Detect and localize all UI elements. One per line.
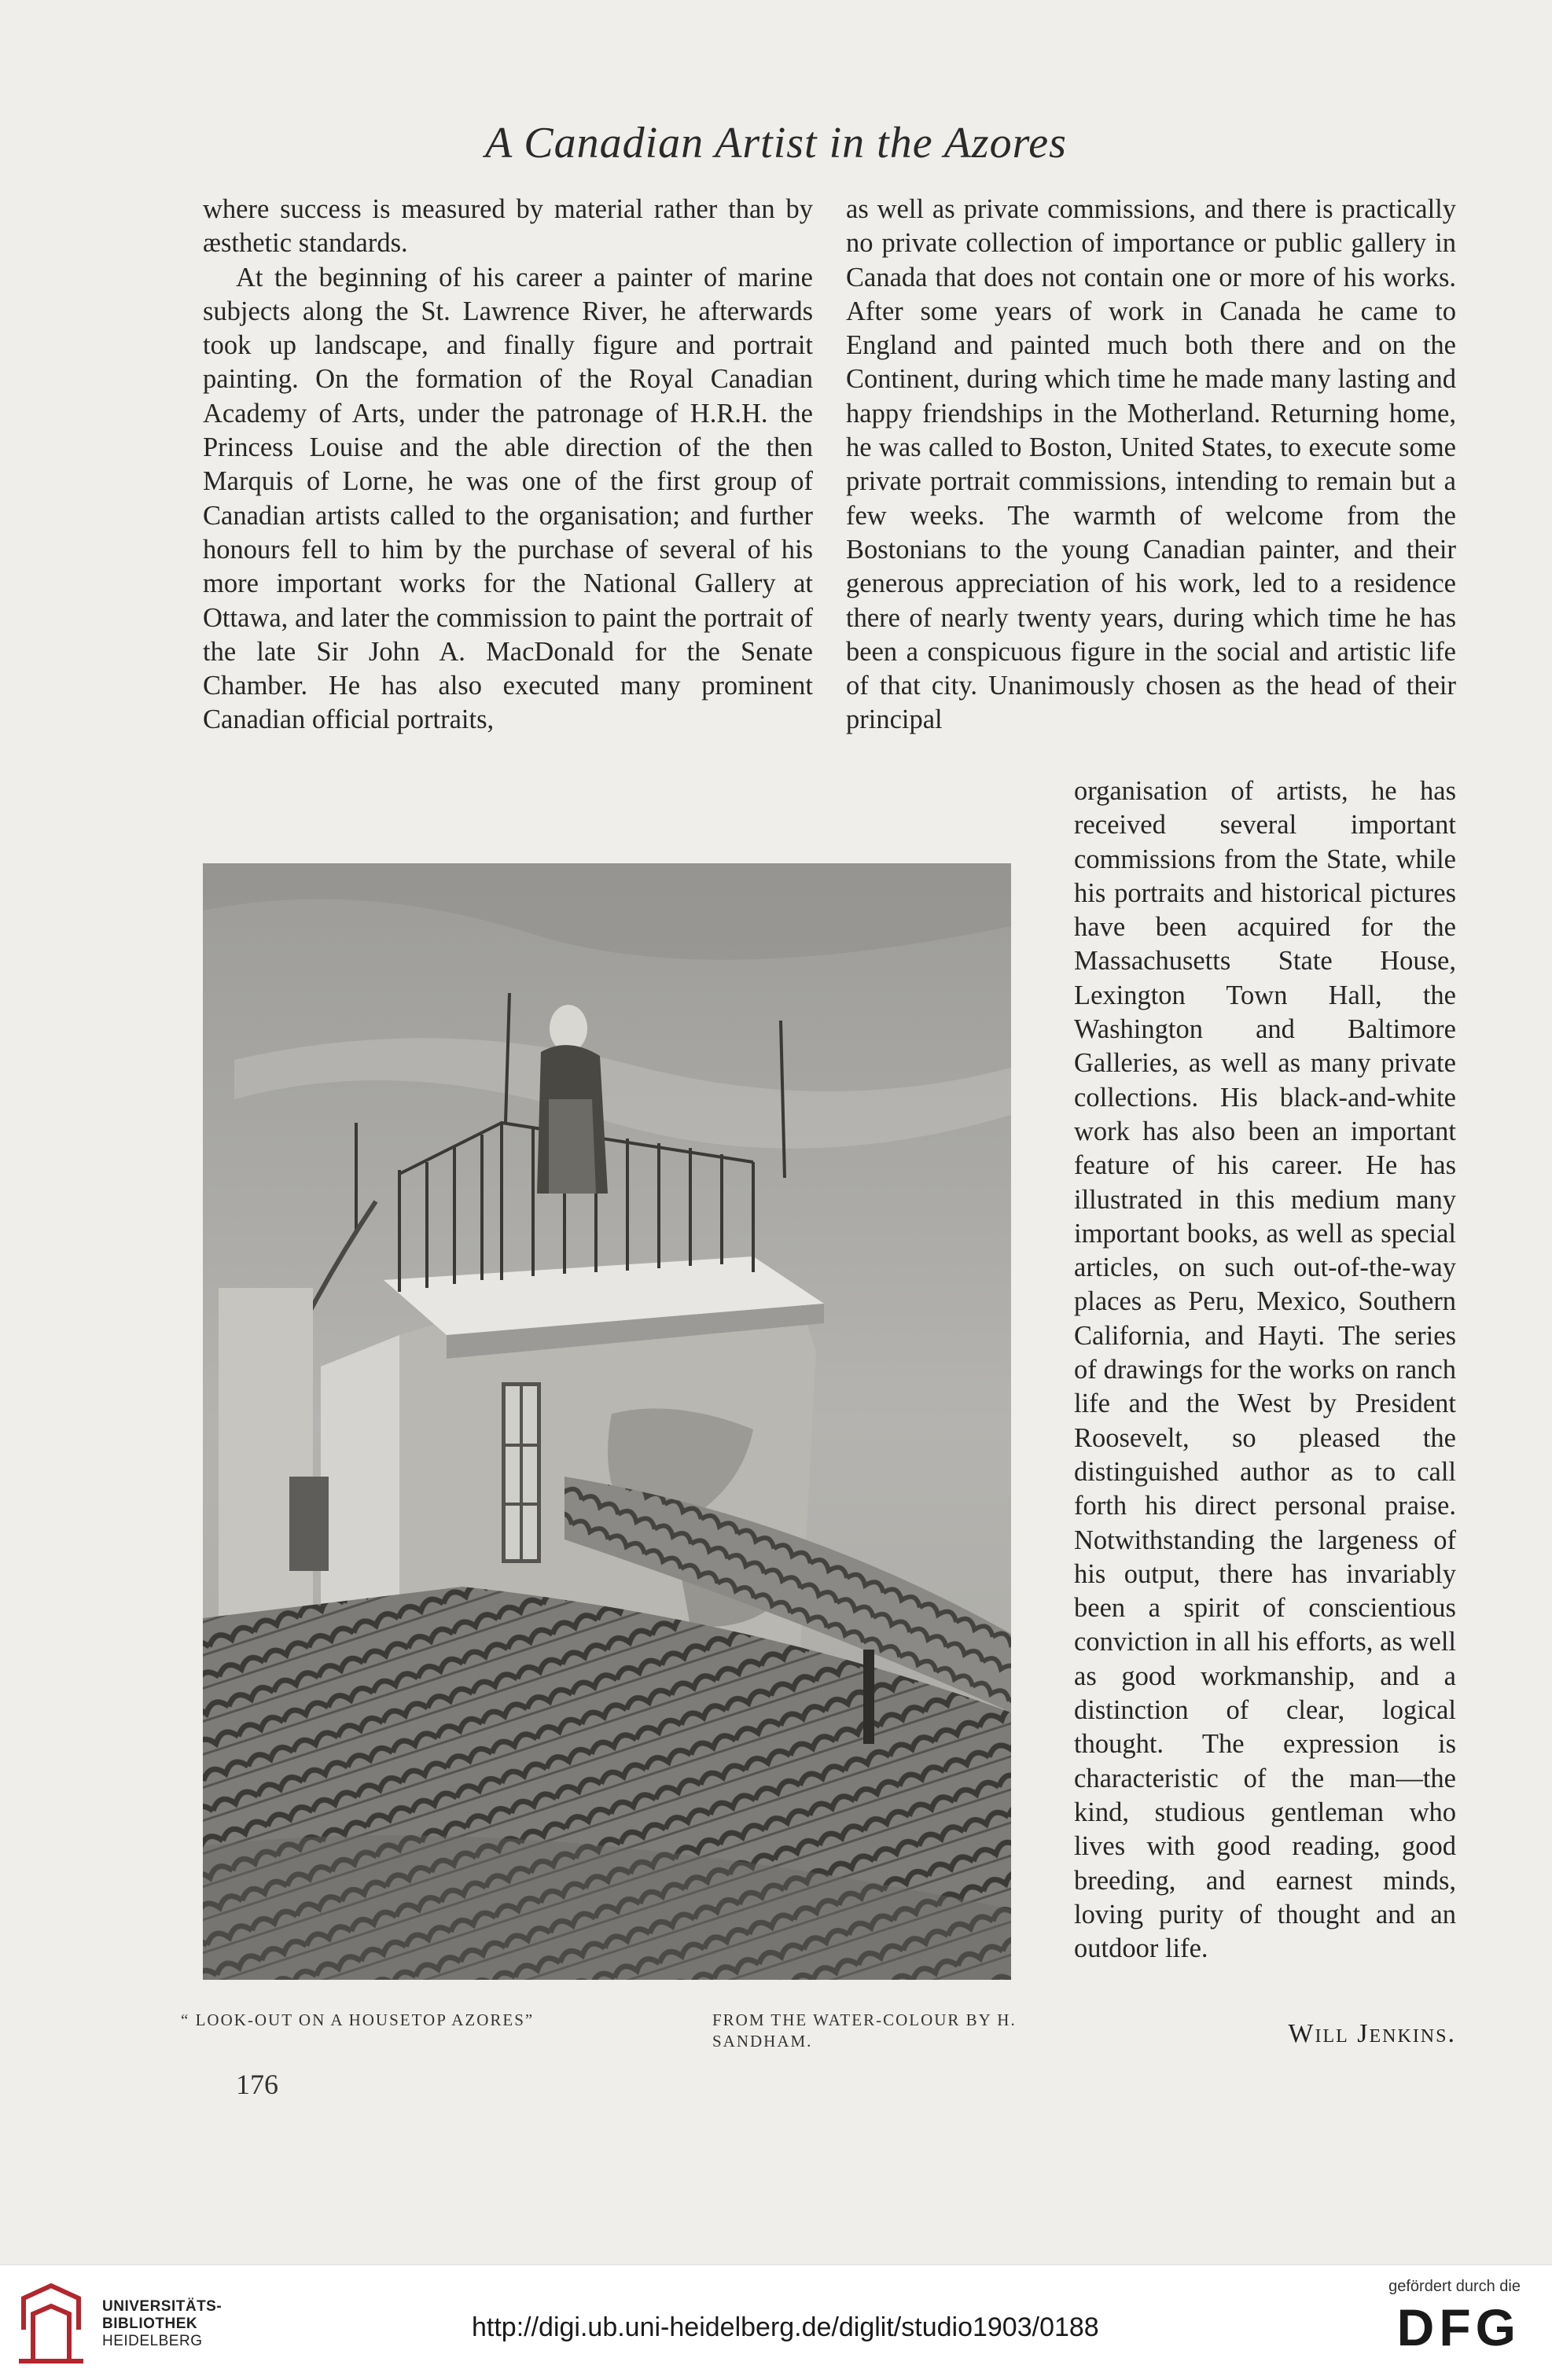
running-header: A Canadian Artist in the Azores (485, 119, 1067, 167)
right-column-narrow (1074, 774, 1456, 1966)
author-signature: Will Jenkins. (1288, 2019, 1456, 2048)
dfg-logo: DFG (1396, 2298, 1521, 2356)
watercolour-illustration (203, 863, 1011, 1980)
paragraph: where success is measured by material rather than by æsthetic standards. (203, 194, 813, 259)
page-number: 176 (236, 2069, 278, 2100)
funder-block (1348, 2278, 1521, 2359)
paragraph: as well as private commissions, and there is practically no private collection of importance or public gallery in Canada that does not contain one or more of his works. After some years of work in Canada he came to England and painted much both there and on the Continent, during which time he made many lasting and happy friendships in the Motherland. Returning home, he was called to Boston, United States, to execute some private portrait commissions, intending to remain but a few weeks. The warmth of welcome from the Bostonians to the young Canadian painter, and their generous appreciation of his work, led to a residence there of nearly twenty years, during which time he has been a conspicuous figure in the social and artistic life of that city. Unanimously chosen as the head of their principal (846, 194, 1456, 735)
figure-caption-title: “ LOOK-OUT ON A HOUSETOP AZORES” (181, 2010, 535, 2029)
funder-label: gefördert durch die (1388, 2278, 1521, 2295)
paragraph: At the beginning of his career a painter of marine subjects along the St. Lawrence River, he afterwards took up landscape, and finally figure and portrait painting. On the formation of the Royal Canadian Academy of Arts, under the patronage of H.R.H. the Princess Louise and the able direction of the then Marquis of Lorne, he was one of the first group of Canadian artists called to the organisation; and further honours fell to him by the purchase of several of his more important works for the National Gallery at Ottawa, and later the commission to paint the portrait of the late Sir John A. MacDonald for the Senate Chamber. He has also executed many prominent Canadian official portraits, (203, 262, 813, 735)
left-column (203, 193, 813, 738)
source-url-link[interactable]: http://digi.ub.uni-heidelberg.de/diglit/studio1903/0188 (472, 2312, 1099, 2342)
digitization-footer (0, 2264, 1552, 2380)
library-logo (16, 2283, 244, 2369)
library-name: UNIVERSITÄTS- BIBLIOTHEK HEIDELBERG (102, 2298, 223, 2349)
paragraph: organisation of artists, he has received several important commissions from the State, while his portraits and historical pictures have been acquired for the Massachusetts State House, Lexington Town Hall, the Washington and Baltimore Galleries, as well as many private collections. His black-and-white work has also been an important feature of his career. He has illustrated in this medium many important books, as well as special articles, on such out-of-the-way places as Peru, Mexico, Southern California, and Hayti. The series of drawings for the works on ranch life and the West by President Roosevelt, so pleased the distinguished author as to call forth his direct personal praise. Notwithstanding the largeness of his output, there has invariably been a spirit of conscientious conviction in all his efforts, as well as good workmanship, and a distinction of clear, logical thought. The expression is characteristic of the man—the kind, studious gentleman who lives with good reading, good breeding, and earnest minds, loving purity of thought and an outdoor life. (1074, 776, 1456, 1964)
library-building-icon (16, 2283, 86, 2365)
figure-caption-credit: FROM THE WATER-COLOUR BY H. SANDHAM. (712, 2010, 1017, 2051)
right-column-top (846, 193, 1456, 738)
